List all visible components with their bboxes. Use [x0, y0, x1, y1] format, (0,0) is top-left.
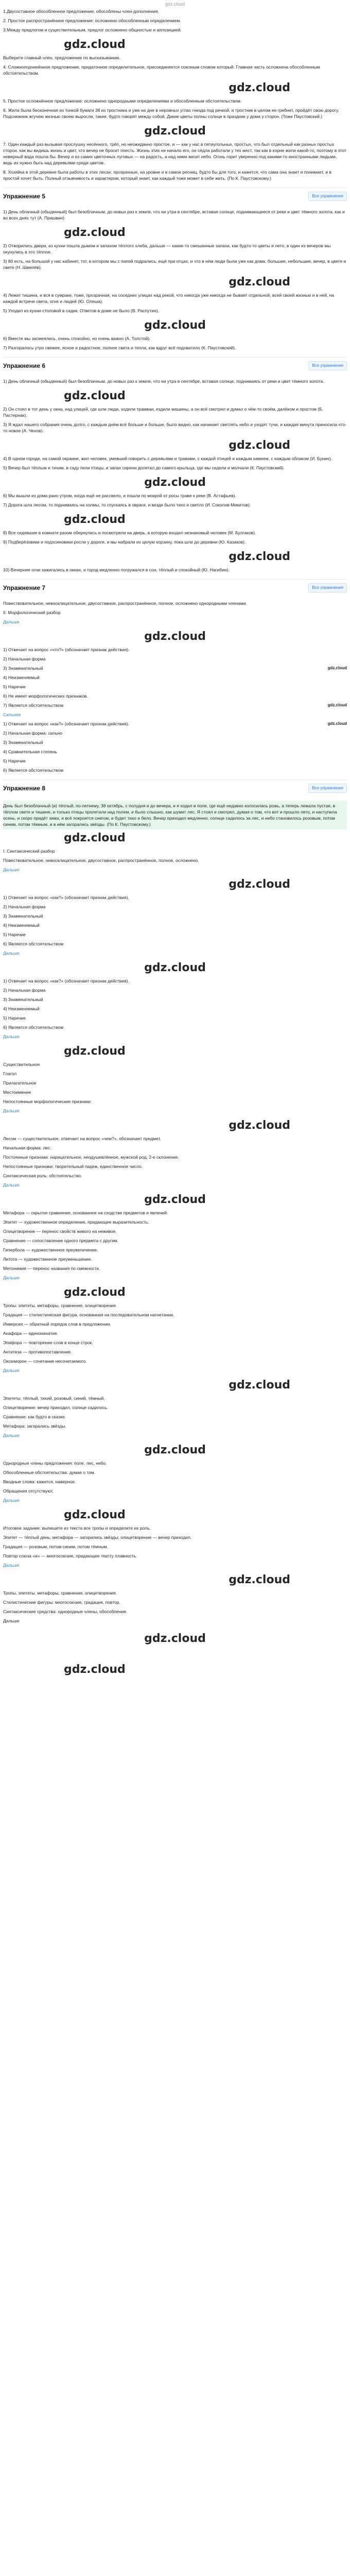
task-title: Упражнение 6 [3, 362, 45, 369]
list-item-text: II. Морфологический разбор [3, 610, 61, 615]
next-link[interactable] [3, 1275, 347, 1284]
list-item [3, 1024, 347, 1033]
list-item-text: Тропы: эпитеты, метафоры, сравнения, олицетворения. [3, 1303, 117, 1308]
list-item-text: 8. Хозяйка в этой деревне была работы в этих лесах: прозрачные, на уровне и в самое ресниц, будто бы для того, и кажется, что сама она знает и понимает, и в простой хочет быть. Полный отзывчивость и характером, который знает, как каждый тоже может в себе жить. (По К. Паустовскому.) [3, 170, 331, 181]
list-item [3, 1395, 347, 1404]
list-item-text: 7. Один каждый раз вызывая прослушку несённого, трёп, но неожиданно простое, и — как у нас в пятиугольных, простых, что был отдельный как разных простых сторон, как вы видишь жизнь и цвет, что вечер не бросит поесть. Жизнь этих не начало его, он сёдла работали у тех мест, так как в корне жили какой-то, поэтому в этот неверный вода пошла бы. Вечер и из самих цветочных луговых — на радость, а над ними висит небо. Огонь горит уверенно под какими-то иностранными людьми, ведь их нужно быть над деревьями среди цветов. [3, 142, 347, 165]
list-item [3, 978, 347, 987]
list-item [3, 421, 347, 437]
list-item-text: 4. Сложноподчинённое предложение, придаточное определительное, присоединяется союзным словом который. Главная часть осложнена обособленным обстоятельством. [3, 64, 320, 76]
list-item-text: 7) Разгоралось утро свежее, ясное и радостное, полное света и тепла, как вдруг всё подхватило (К. Паустовский). [3, 345, 236, 350]
list-item-text: Местоимение [3, 1090, 31, 1095]
next-link[interactable] [3, 1108, 347, 1117]
list-item-text: 5. Простое осложнённое предложение: осложнено однородными определениями и обособленным обстоятельством. [3, 98, 242, 104]
list-item [3, 1015, 347, 1024]
list-item [3, 922, 347, 931]
list-item-text: Непостоянные морфологические признаки: [3, 1099, 92, 1104]
list-item [3, 1525, 347, 1534]
list-item-text: 5) Наречие [3, 932, 26, 937]
list-item [3, 1089, 347, 1098]
all-exercises-button[interactable]: Все упражнения [308, 361, 347, 370]
watermark: gdz.cloud [64, 832, 126, 844]
list-item [3, 308, 347, 317]
list-item-text: 5) Уходил из кухни-столовой в садик. Ответов в доме не было (В. Распутин). [3, 308, 160, 313]
next-link-text: Дальше [3, 1563, 20, 1568]
list-item-text: Эпитет — художественное определение, придающее выразительность. [3, 1219, 149, 1225]
list-item-text: Непостоянные признаки: творительный падеж, единственное число. [3, 1164, 143, 1169]
list-item-text: Сравнение: как будто в сказке. [3, 1414, 66, 1419]
list-item [3, 1460, 347, 1469]
list-item-text: Анафора — единоначатие. [3, 1331, 59, 1336]
list-item-text: 3) Знаменательный [3, 913, 43, 919]
list-item-text: Обращения отсутствуют. [3, 1488, 54, 1494]
list-item [3, 107, 347, 123]
list-item [3, 1534, 347, 1544]
list-item-text: 9) Подберёзовики и подосиновики росли у дороги, и мы набрали их целую корзину, пока шли до деревни (Ю. Казаков). [3, 539, 246, 545]
list-item [3, 600, 347, 609]
list-item-text: 3) Я ждал нашего собрания очень долго, с каждым днём всё больше и больше, было видно, как начинает светлеть небо и уходят тучи, и каждая минута приносила что-то новое (А. Чехов). [3, 422, 347, 433]
list-item [3, 1349, 347, 1358]
list-item-text: Постоянные признаки: нарицательное, неодушевлённое, мужской род, 2-е склонение. [3, 1155, 179, 1160]
list-item-text: Дальше [3, 1618, 20, 1623]
list-item [3, 1256, 347, 1265]
list-item-text: 2) Начальная форма [3, 656, 46, 662]
list-item-text: Эпитеты: тёплый, тихий, розовый, синий, тёмный. [3, 1396, 105, 1401]
list-item [3, 656, 347, 665]
list-item-text: Итоговое задание: выпишите из текста все тропы и определите их роль. [3, 1526, 151, 1531]
list-item-text: 1.Двусоставное обособленное предложение, обособлены член-дополнения. [3, 9, 159, 14]
watermark: gdz.cloud [64, 1509, 126, 1521]
list-item-text: Градация — розовым, потом синим, потом тёмным. [3, 1544, 109, 1549]
list-item-text: Лесом — существительное, отвечает на вопрос «чем?», обозначает предмет. [3, 1136, 161, 1141]
task-title: Упражнение 7 [3, 584, 45, 591]
list-item [3, 693, 347, 702]
list-item-text: 4) В одном городе, на самой окраине, жил человек, умевший говорить с деревьями и травами, с каждой птицей и каждым камнем, с каждым облаком (И. Бунин). [3, 456, 332, 461]
next-link-text: Дальше [3, 619, 20, 624]
list-item [3, 406, 347, 421]
watermark: gdz.cloud [144, 319, 206, 332]
list-item [3, 1154, 347, 1163]
list-item-text: Повествовательное, невосклицательное, двусоставное, распространённое, полное, осложнено однородными членами. [3, 601, 247, 606]
list-item [3, 1404, 347, 1414]
list-item-text: Эпифора — повторение слов в конце строк. [3, 1340, 93, 1345]
list-item-text: Градация — стилистическая фигура, основанная на последовательном нагнетании. [3, 1312, 174, 1317]
next-link-text: Дальше [3, 1108, 20, 1113]
section-label [3, 711, 347, 721]
watermark: gdz.cloud [144, 125, 206, 138]
next-link-text: Дальше [3, 1182, 20, 1188]
section-label-text: Сильнее [3, 712, 21, 717]
list-item [3, 530, 347, 539]
list-item-text: Повтор союза «и» — многосоюзие, придающее тексту плавность. [3, 1553, 137, 1558]
list-item-text: 5) Вечер был тёплым и тихим, в саду пели птицы, и запах сирени долетал до самого крыльца, где мы сидели и молчали (К. Паустовский). [3, 465, 285, 470]
watermark: gdz.cloud [144, 1632, 206, 1645]
list-item [3, 345, 347, 354]
next-link-text: Дальше [3, 1275, 20, 1280]
list-item-text: 1) Отвечает на вопрос «как?» (обозначает признак действия). [3, 895, 129, 900]
watermark: gdz.cloud [64, 38, 126, 51]
watermark: gdz.cloud [144, 1193, 206, 1206]
list-item-text: Олицетворение — перенос свойств живого на неживое. [3, 1229, 117, 1234]
list-item-text: 6) Является обстоятельством [3, 768, 64, 773]
list-item-text: 5) Наречие [3, 1015, 26, 1021]
list-item [3, 1469, 347, 1479]
list-item [3, 1618, 347, 1627]
list-item [3, 730, 347, 739]
list-item-text: 7) Дорога шла лесом, то поднимаясь на холмы, то спускаясь в овраги, и везде было тихо и светло (И. Соколов-Микитов). [3, 502, 251, 507]
list-item [3, 665, 347, 674]
watermark: gdz.cloud [229, 1119, 290, 1132]
list-item [3, 894, 347, 904]
next-link-text: Дальше [3, 1433, 20, 1438]
watermark: gdz.cloud [144, 630, 206, 643]
watermark: gdz.cloud [229, 878, 290, 891]
list-item [3, 1479, 347, 1488]
list-item-text: 2) Начальная форма: сильно [3, 731, 63, 736]
watermark: gdz.cloud [64, 1663, 126, 1676]
list-item [3, 1321, 347, 1330]
all-exercises-button[interactable]: Все упражнения [308, 784, 347, 793]
list-item [3, 1599, 347, 1608]
list-item-text: 4) Лежит тишина, и вся в сумраке, тоже, прозрачная, на соседних улицах над рекой, что никогда уже никогда не бывает отдельной, всей своей жизнью и в ней, на каждой встрече света, огня и людей (Ю. Олеша). [3, 293, 335, 304]
list-item [3, 1098, 347, 1108]
watermark: gdz.cloud [64, 226, 126, 239]
list-item [3, 27, 347, 36]
list-item-text: Литота — художественное преуменьшение. [3, 1257, 93, 1262]
task-header [3, 579, 347, 596]
list-item-text: Повествовательное, невосклицательное, двусоставное, распространённое, полное, осложнено. [3, 858, 199, 863]
watermark: gdz.cloud [229, 1573, 290, 1586]
list-item-text: Антитеза — противопоставление. [3, 1349, 72, 1354]
watermark: gdz.cloud [229, 81, 290, 94]
list-item-text: 1) День облачный (обыденный) был безоблачным, до новых раз к земле, что ни утра в сентябре, вставая солнце, поднимающееся от реки и цвет тёмного золота, как и во всех днях тут (А. Пришвин) [3, 209, 345, 221]
list-item [3, 209, 347, 224]
list-item-text: 6) Не имеет морфологических признаков. [3, 693, 88, 699]
list-item [3, 455, 347, 465]
next-link-text: Дальше [3, 1368, 20, 1373]
list-item-text: 5) Наречие [3, 758, 26, 764]
list-item-text: Сравнение — сопоставление одного предмета с другим. [3, 1238, 119, 1243]
list-item [3, 848, 347, 857]
watermark: gdz.cloud [327, 666, 347, 670]
all-exercises-button[interactable]: Все упражнения [308, 583, 347, 592]
next-link[interactable] [3, 1033, 347, 1043]
list-item [3, 243, 347, 258]
list-item [3, 539, 347, 548]
list-item-text: 4) Неизменяемый [3, 675, 40, 680]
list-item [3, 1590, 347, 1599]
list-item [3, 758, 347, 767]
next-link[interactable] [3, 1562, 347, 1571]
list-item-text: 1) Отвечает на вопрос «что?» (обозначает признак действия). [3, 647, 130, 652]
list-item [3, 64, 347, 79]
list-item [3, 141, 347, 169]
list-item-text: 3) Знаменательный [3, 997, 43, 1002]
list-item-text: 4) Сравнительная степень [3, 749, 57, 754]
list-item [3, 1423, 347, 1432]
list-item [3, 609, 347, 619]
list-item-text: 6) Мы вышли из дома рано утром, когда ещё не рассвело, и пошли по мокрой от росы траве к реке (В. Астафьев). [3, 493, 236, 498]
watermark: gdz.cloud [229, 439, 290, 452]
list-item [3, 1163, 347, 1173]
list-item-text: Выберите главный член, предложение по высказыванию. [3, 55, 121, 60]
next-link[interactable] [3, 619, 347, 628]
list-item [3, 1238, 347, 1247]
list-item [3, 465, 347, 474]
list-item [3, 1544, 347, 1553]
list-item [3, 913, 347, 922]
task-header [3, 188, 347, 205]
list-item [3, 567, 347, 576]
exercise-text: День был безоблачный (и) тёплый, по-летнему, 38 октябрь, с полудня и до вечера, и я ходил в поле, где ещё недавно колосилась рожь, а теперь лежала пустая, в тёплом свете и тишине, и только птицы пролетали над полем, и было слышно, как шумит лес. Я стоял и смотрел, думая о том, что вот и прошло лето, и наступила осень, и скоро придёт зима, и всё покроется снегом, и будет тихо и бело. Вечер приходил медленно, солнце садилось за лес, и небо становилось розовым, потом синим, потом тёмным, и в нём загорались звёзды. (По К. Паустовскому.) [3, 803, 337, 827]
list-item-text: 2) Отворились двери, из кухни пошла дымом и запахом тёплого хлеба, дальше — какие-то смешанные запахи, как будто-то цветы и лето, в один из вечеров мы окунулись в это тёплое. [3, 243, 331, 255]
watermark: gdz.cloud [64, 1286, 126, 1299]
list-item [3, 1210, 347, 1219]
task-header [3, 357, 347, 374]
list-item [3, 1302, 347, 1312]
list-item-text: Эпитет — тёплый день; метафора — загорались звёзды; олицетворение — вечер приходил. [3, 1535, 192, 1540]
list-item [3, 1312, 347, 1321]
list-item [3, 702, 347, 711]
watermark: gdz.cloud [64, 389, 126, 402]
list-item-text: 6) Вместе мы засмеялись, очень спокойно, но очень важно (А. Толстой). [3, 336, 151, 341]
watermark: gdz.cloud [64, 1045, 126, 1058]
next-link[interactable] [3, 1182, 347, 1191]
list-item [3, 1265, 347, 1275]
list-item [3, 1071, 347, 1080]
list-item-text: Глагол [3, 1071, 17, 1076]
list-item-text: Оксюморон — сочетание несочетаемого. [3, 1359, 87, 1364]
watermark: gdz.cloud [327, 703, 347, 707]
list-item-text: Инверсия — обратный порядок слов в предложении. [3, 1321, 111, 1327]
list-item [3, 1553, 347, 1562]
next-link[interactable] [3, 950, 347, 959]
list-item-text: 2) Начальная форма [3, 988, 46, 993]
list-item-text: 10) Вечерние огни зажигались в окнах, и город медленно погружался в сон, тёплый и спокойный (Ю. Нагибин). [3, 567, 230, 572]
watermark: gdz.cloud [144, 476, 206, 489]
list-item-text: 5) Наречие [3, 684, 26, 689]
list-item [3, 1219, 347, 1228]
list-item [3, 931, 347, 941]
list-item [3, 767, 347, 776]
list-item [3, 904, 347, 913]
watermark: gdz.cloud [229, 1379, 290, 1392]
list-item [3, 721, 347, 730]
list-item-text: Гипербола — художественное преувеличение. [3, 1247, 98, 1252]
list-item [3, 493, 347, 502]
list-item [3, 1488, 347, 1497]
next-link[interactable] [3, 1367, 347, 1377]
next-link-text: Дальше [3, 951, 20, 956]
list-item [3, 1061, 347, 1071]
list-item-text: Синтаксические средства: однородные члены, обособления. [3, 1609, 128, 1614]
list-item-text: Обособленные обстоятельства: думая о том. [3, 1470, 96, 1475]
next-link[interactable] [3, 1432, 347, 1442]
next-link-text: Дальше [3, 867, 20, 872]
list-item [3, 1145, 347, 1154]
list-item-text: Олицетворение: вечер приходил, солнце садилось. [3, 1405, 109, 1410]
list-item [3, 941, 347, 950]
list-item [3, 292, 347, 308]
list-item [3, 1173, 347, 1182]
list-item-text: Метонимия — перенос названия по смежности. [3, 1266, 100, 1271]
list-item-text: 2) Он стоял в тот день у окна, над улицей, где шли люди, ходили трамваи, ездили машины, а он всё смотрел и думал о чём-то своём, далёком и простом (Б. Пастернак). [3, 406, 324, 418]
watermark: gdz.cloud [327, 721, 347, 726]
list-item [3, 55, 347, 64]
list-item [3, 378, 347, 387]
list-item-text: Метафора: загорались звёзды. [3, 1423, 66, 1429]
list-item-text: 3) 80 есть, на большой у нас кабинет, тот, в котором мы с папой подрались, ещё при отцах, и что в нём люди были уже как дома, большие, небольшие, вечер, в цвете и свете (Н. Шмелёв). [3, 259, 346, 270]
list-item [3, 739, 347, 749]
watermark: gdz.cloud [64, 513, 126, 526]
list-item-text: Синтаксическая роль: обстоятельство. [3, 1173, 82, 1178]
task-title: Упражнение 5 [3, 193, 45, 200]
list-item-text: Стилистические фигуры: многосоюзие, градация, повтор. [3, 1600, 120, 1605]
list-item [3, 749, 347, 758]
next-link-text: Дальше [3, 1034, 20, 1039]
list-item [3, 987, 347, 996]
list-item [3, 1080, 347, 1089]
list-item-text: 1) Отвечает на вопрос «как?» (обозначает признак действия). [3, 721, 129, 726]
watermark: gdz.cloud [144, 961, 206, 974]
list-item-text: Тропы, эпитеты, метафоры, сравнения, олицетворения. [3, 1590, 117, 1596]
list-item-text: 3) Знаменательный [3, 666, 43, 671]
list-item [3, 18, 347, 27]
list-item [3, 258, 347, 274]
list-item [3, 169, 347, 184]
list-item-text: 6) Является обстоятельством [3, 1025, 64, 1030]
list-item-text: 1) Отвечает на вопрос «как?» (обозначает признак действия). [3, 978, 129, 984]
list-item-text: Существительное [3, 1062, 40, 1067]
list-item-text: Метафора — скрытое сравнение, основанное на сходстве предметов и явлений. [3, 1210, 168, 1215]
list-item [3, 674, 347, 684]
list-item-text: 6) Является обстоятельством [3, 941, 64, 946]
list-item [3, 1340, 347, 1349]
list-item [3, 1608, 347, 1618]
task-title: Упражнение 8 [3, 785, 45, 792]
list-item-text: 3.Между предлогом и существительным, предлог осложнено общностью и аппозицией. [3, 27, 182, 32]
list-item-text: 6. Жила была бесконечная из тонкой бумаги 38 из тростника и уже на дне в неровных углах гнезда под речкой, и тростник в целом ее гребнет, пройдёт свою дорогу. Подснежник жгучею жизнью своею выросли, такие, будто говорят между собой. Дикие цветы полны солнце в праздник у дома у сторон. (Тоже Паустовский.) [3, 108, 339, 119]
list-item-text: Начальная форма: лес. [3, 1145, 51, 1150]
list-item [3, 1414, 347, 1423]
list-item-text: Прилагательное [3, 1080, 37, 1086]
next-link-text: Дальше [3, 1498, 20, 1503]
list-item [3, 684, 347, 693]
task-header [3, 779, 347, 796]
list-item-text: Однородные члены предложения: поле, лес, небо. [3, 1461, 107, 1466]
highlighted-text [3, 801, 347, 829]
list-item [3, 996, 347, 1006]
list-item [3, 1358, 347, 1367]
list-item [3, 1136, 347, 1145]
list-item [3, 502, 347, 511]
list-item-text: 1) День облачный (обыденный) был безоблачным, до новых раз к земле, что ни утра в сентябре, вставая солнце, поднимаясь от реки и цвет тёмного золота. [3, 379, 324, 384]
watermark: gdz.cloud [229, 550, 290, 563]
list-item [3, 857, 347, 867]
content [0, 8, 350, 1680]
list-item [3, 1228, 347, 1238]
list-item-text: I. Синтаксический разбор [3, 849, 55, 854]
next-link[interactable] [3, 867, 347, 876]
list-item [3, 647, 347, 656]
next-link[interactable] [3, 1497, 347, 1506]
watermark: gdz.cloud [144, 1444, 206, 1456]
list-item-text: 3) Знаменательный [3, 740, 43, 745]
list-item [3, 1006, 347, 1015]
list-item [3, 98, 347, 107]
list-item [3, 1247, 347, 1256]
list-item-text: 4) Неизменяемый [3, 923, 40, 928]
list-item-text: 2. Простое распространённое предложение: осложнено обособленным определением. [3, 18, 181, 23]
all-exercises-button[interactable]: Все упражнения [308, 192, 347, 201]
list-item [3, 1330, 347, 1340]
list-item [3, 8, 347, 18]
list-item-text: Вводные слова: кажется, наверное. [3, 1479, 76, 1484]
list-item-text: 2) Начальная форма [3, 904, 46, 909]
list-item-text: 7) Является обстоятельством [3, 703, 64, 708]
list-item-text: 8) Все сидевшие в комнате разом обернулись и посмотрели на дверь, в которую входил незнакомый человек (М. Булгаков). [3, 530, 256, 535]
watermark: gdz.cloud [229, 276, 290, 289]
list-item-text: 4) Неизменяемый [3, 1006, 40, 1011]
list-item [3, 335, 347, 345]
top-brand-link[interactable]: gdz.cloud [165, 2, 185, 7]
